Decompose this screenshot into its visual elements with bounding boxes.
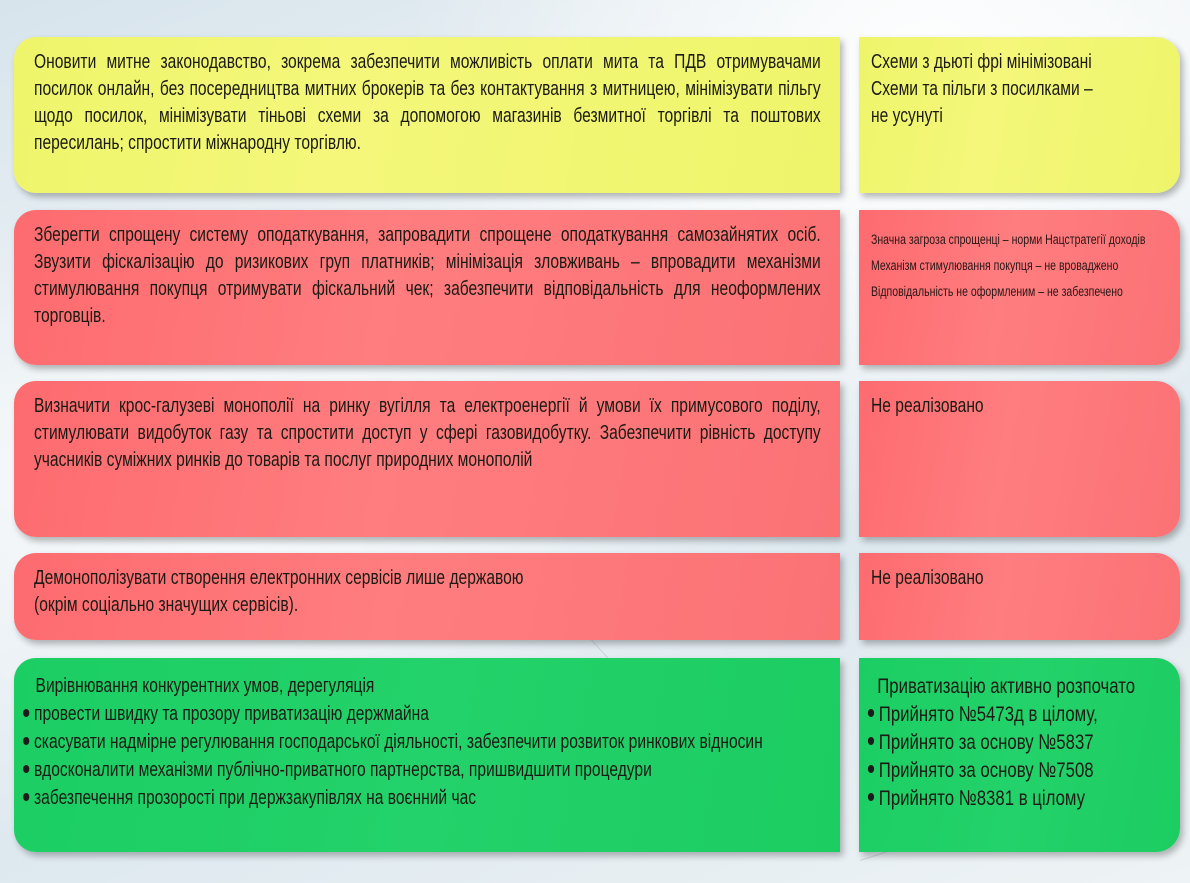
bullet-icon (23, 765, 29, 773)
bullet-icon (868, 709, 874, 717)
goal-bullet-item (23, 700, 821, 728)
goal-bullet-list (23, 700, 821, 812)
reform-result-box (859, 37, 1180, 193)
result-bullet-text: Прийнято за основу №5837 (878, 730, 1094, 754)
reform-row-taxation (0, 210, 1190, 365)
reform-row-monopolies (0, 381, 1190, 537)
reform-result-text (871, 672, 1170, 812)
bullet-icon (23, 709, 29, 717)
reform-goal-text (34, 565, 821, 619)
bullet-icon (868, 737, 874, 745)
result-line: Схеми та пільги з посилками – (871, 78, 1093, 100)
reform-goal-box (14, 37, 840, 193)
reform-row-e-services (0, 553, 1190, 640)
reform-goal-text: Оновити митне законодавство, зокрема забезпечити можливість оплати мита та ПДВ отримувачами посилок онлайн, без посередництва митних брокерів та без контактування з митницею, мінімізувати пільгу щодо посилок, мінімізувати тіньові схеми за допомогою магазинів безмитної торгівлі та поштових пересилань; спростити міжнародну торгівлю. (34, 51, 821, 154)
goal-bullet-text: забезпечення прозорості при держзакупівлях на воєнний час (34, 787, 477, 809)
goal-line: Демонополізувати створення електронних сервісів лише державою (34, 567, 524, 589)
reform-result-text (871, 565, 1170, 592)
reform-goal-box (14, 658, 840, 852)
result-bullet-item (868, 784, 1170, 812)
reform-row-customs (0, 37, 1190, 193)
goal-line: (окрім соціально значущих сервісів). (34, 594, 299, 616)
reform-result-text (871, 49, 1170, 130)
reform-goal-text (34, 672, 821, 812)
bullet-icon (868, 793, 874, 801)
reform-goal-box (14, 210, 840, 365)
reform-goal-box (14, 553, 840, 640)
bullet-icon (23, 793, 29, 801)
goal-bullet-item (23, 756, 821, 784)
reform-result-box (859, 553, 1180, 640)
result-bullet-list (868, 700, 1170, 812)
goal-bullet-text: вдосконалити механізми публічно-приватного партнерства, пришвидшити процедури (34, 759, 652, 781)
bullet-icon (23, 737, 29, 745)
result-line: Відповідальність не оформленим – не забезпечено (871, 284, 1123, 299)
reform-goal-text: Визначити крос-галузеві монополії на ринку вугілля та електроенергії й умови їх примусового поділу, стимулювати видобуток газу та спростити доступ у сфері газовидобутку. Забезпечити рівність доступу учасників суміжних ринків до товарів та послуг природних монополій (34, 395, 821, 471)
result-heading: Приватизацію активно розпочато (877, 674, 1136, 698)
goal-bullet-text: скасувати надмірне регулювання господарської діяльності, забезпечити розвиток ринкових відносин (34, 731, 763, 753)
result-bullet-item (868, 728, 1170, 756)
result-line: Схеми з дьюті фрі мінімізовані (871, 51, 1092, 73)
result-bullet-item (868, 700, 1170, 728)
goal-heading: Вирівнювання конкурентних умов, дерегуляція (35, 675, 375, 697)
result-line: Не реалізовано (871, 395, 984, 417)
goal-bullet-item (23, 728, 821, 756)
reform-goal-box (14, 381, 840, 537)
goal-bullet-item (23, 784, 821, 812)
goal-bullet-text: провести швидку та прозору приватизацію держмайна (34, 703, 429, 725)
result-line: Не реалізовано (871, 567, 984, 589)
reform-result-text (871, 393, 1170, 420)
result-line: Значна загроза спрощенці – норми Нацстратегії доходів (871, 232, 1146, 247)
result-bullet-text: Прийнято за основу №7508 (878, 758, 1094, 782)
reform-goal-text: Зберегти спрощену систему оподаткування, запровадити спрощене оподаткування самозайнятих осіб. Звузити фіскалізацію до ризикових груп платників; мінімізація зловживань – впровадити механізми стимулювання покупця отримувати фіскальний чек; забезпечити відповідальність для неоформлених торговців. (34, 224, 821, 327)
reform-row-deregulation (0, 658, 1190, 852)
bullet-icon (868, 765, 874, 773)
reform-result-text (871, 227, 1170, 305)
result-bullet-item (868, 756, 1170, 784)
result-bullet-text: Прийнято №8381 в цілому (878, 786, 1086, 810)
result-bullet-text: Прийнято №5473д в цілому, (878, 702, 1098, 726)
reform-result-box (859, 210, 1180, 365)
reform-result-box (859, 658, 1180, 852)
result-line: не усунуті (871, 105, 943, 127)
result-line: Механізм стимулювання покупця – не вроваджено (871, 258, 1119, 273)
reform-result-box (859, 381, 1180, 537)
